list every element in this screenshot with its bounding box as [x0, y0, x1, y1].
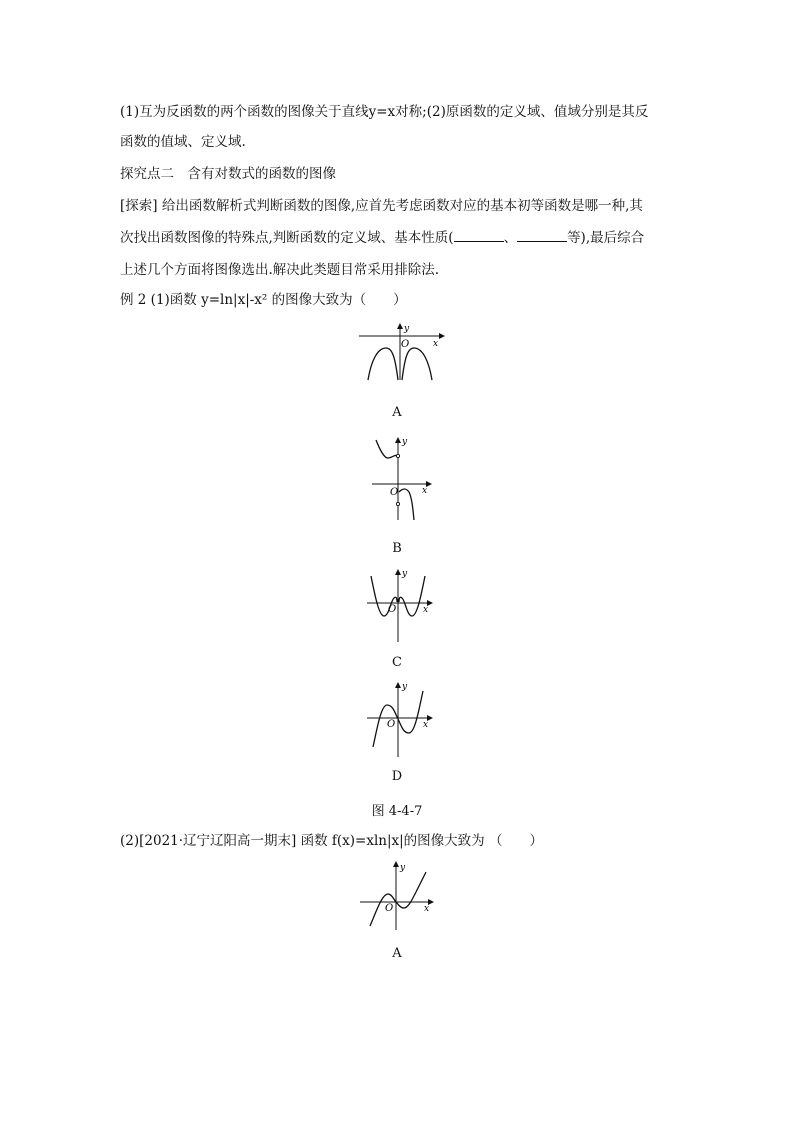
- graph-option-c: [365, 566, 433, 644]
- label-b: B: [392, 541, 402, 556]
- axis-x-label: x: [423, 605, 429, 615]
- answer-blank-2: [517, 229, 567, 242]
- text-line-2: 函数的值域、定义域.: [120, 134, 246, 150]
- example-2-part-2: (2)[2021·辽宁辽阳高一期末] 函数 f(x)=xln|x|的图像大致为 （ ）: [120, 833, 543, 849]
- label-a: A: [392, 405, 402, 420]
- axis-y-label: y: [404, 324, 410, 334]
- text-line-5-b: 、: [503, 230, 518, 246]
- origin-label: O: [401, 339, 410, 350]
- axis-x-label: x: [433, 339, 439, 349]
- section-heading: 探究点二 含有对数式的函数的图像: [120, 166, 336, 182]
- axis-y-label: y: [402, 569, 408, 579]
- text-line-1: (1)互为反函数的两个函数的图像关于直线y=x对称;(2)原函数的定义域、值域分别是其反: [120, 104, 649, 120]
- label-c: C: [392, 655, 402, 670]
- graph-option-d: [365, 679, 433, 759]
- graph-option-b: [370, 434, 432, 524]
- graph-option-a: [355, 322, 445, 382]
- origin-label: O: [388, 604, 397, 615]
- axis-y-label: y: [402, 437, 408, 447]
- text-line-4: [探索] 给出函数解析式判断函数的图像,应首先考虑函数对应的基本初等函数是哪一种,其: [120, 198, 643, 214]
- axis-x-label: x: [423, 720, 429, 730]
- figure-caption: 图 4-4-7: [371, 804, 423, 819]
- text-line-6: 上述几个方面将图像选出.解决此类题目常采用排除法.: [120, 262, 440, 278]
- graph-q2-option-a: [358, 858, 436, 932]
- text-line-5: [120, 229, 644, 247]
- origin-label: O: [390, 487, 399, 498]
- example-2-part-1: 例 2 (1)函数 y=ln|x|-x² 的图像大致为（ ）: [120, 292, 407, 308]
- origin-label: O: [385, 903, 394, 914]
- axis-y-label: y: [402, 682, 408, 692]
- axis-x-label: x: [424, 904, 430, 914]
- answer-blank-1: [454, 229, 504, 242]
- origin-label: O: [387, 719, 396, 730]
- label-q2-a: A: [392, 946, 402, 961]
- text-line-5-c: 等),最后综合: [567, 230, 645, 246]
- text-line-5-a: 次找出函数图像的特殊点,判断函数的定义域、基本性质(: [120, 230, 454, 246]
- label-d: D: [391, 769, 403, 784]
- axis-x-label: x: [422, 486, 428, 496]
- axis-y-label: y: [400, 863, 406, 873]
